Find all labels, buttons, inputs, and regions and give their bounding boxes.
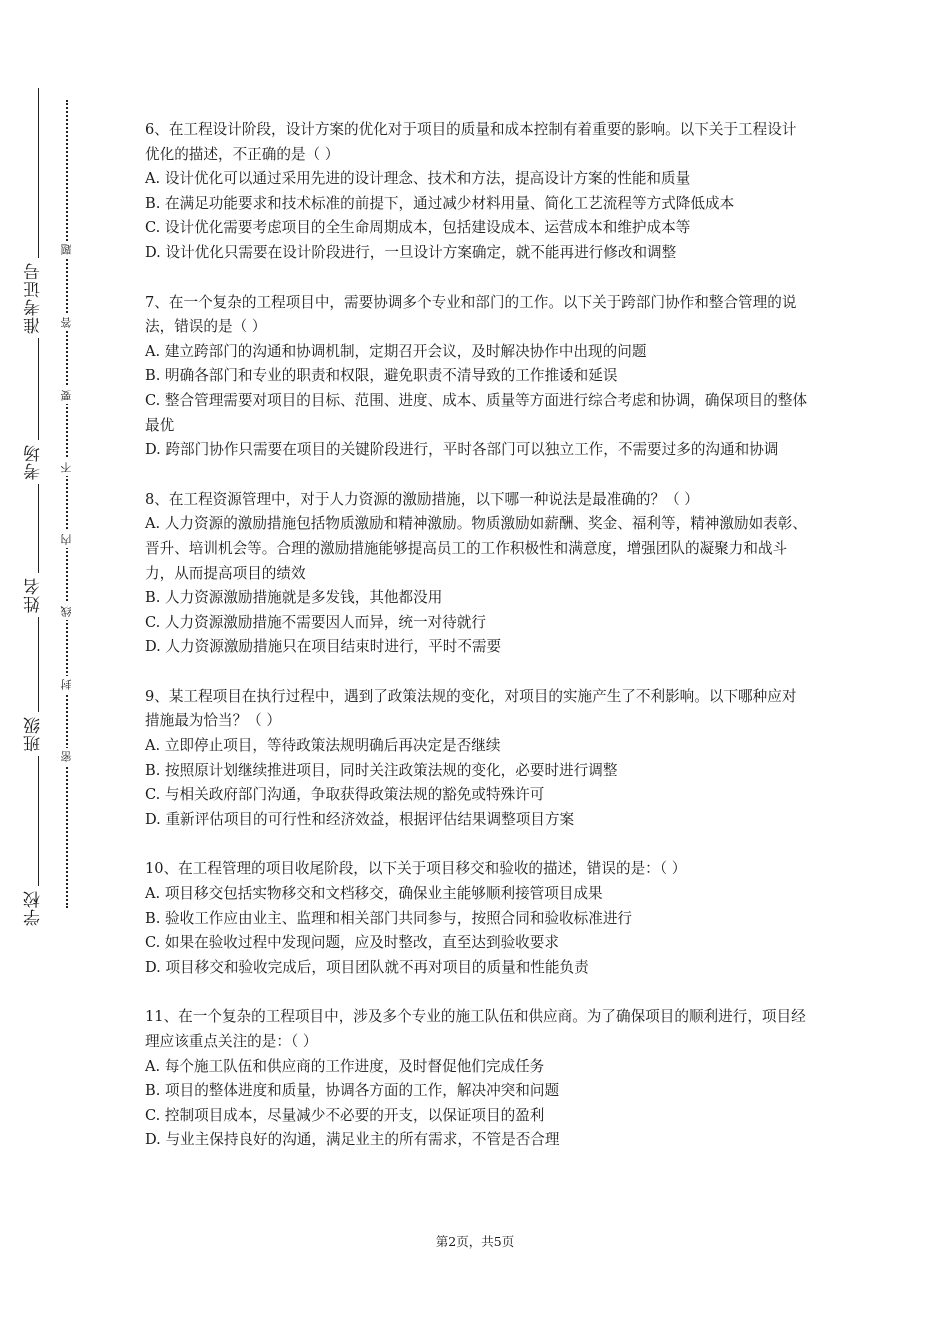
option-a: A. 每个施工队伍和供应商的工作进度，及时督促他们完成任务 (145, 1057, 545, 1075)
seal-char: 内 (61, 531, 72, 548)
option-d: D. 与业主保持良好的沟通，满足业主的所有需求，不管是否合理 (145, 1131, 560, 1149)
option-b: B. 按照原计划继续推进项目，同时关注政策法规的变化，必要时进行调整 (145, 761, 618, 779)
option-c: C. 与相关政府部门沟通，争取获得政策法规的豁免或特殊许可 (145, 786, 545, 804)
question-10 (145, 857, 810, 980)
field-class-label: 班级 (26, 712, 43, 756)
question-7 (145, 291, 810, 463)
seal-char: 封 (61, 676, 72, 693)
option-c: C. 整合管理需要对项目的目标、范围、进度、成本、质量等方面进行综合考虑和协调，确保项目的整体最优 (145, 391, 808, 434)
field-school-label: 学校 (26, 886, 43, 930)
field-name-label: 姓名 (26, 573, 43, 617)
option-c: C. 设计优化需要考虑项目的全生命周期成本，包括建设成本、运营成本和维护成本等 (145, 219, 691, 237)
option-c: C. 如果在验收过程中发现问题，应及时整改，直至达到验收要求 (145, 934, 559, 952)
binding-solid-line (38, 88, 39, 930)
question-list (145, 118, 810, 1178)
option-b: B. 项目的整体进度和质量，协调各方面的工作，解决冲突和问题 (145, 1082, 560, 1100)
option-d: D. 项目移交和验收完成后，项目团队就不再对项目的质量和性能负责 (145, 958, 589, 976)
option-d: D. 人力资源激励措施只在项目结束时进行，平时不需要 (145, 638, 502, 656)
binding-dotted-line (66, 100, 68, 908)
option-b: B. 在满足功能要求和技术标准的前提下，通过减少材料用量、简化工艺流程等方式降低成本 (145, 194, 735, 212)
seal-char: 答 (61, 314, 72, 331)
seal-char: 要 (61, 387, 72, 404)
field-exam-room-label: 考场 (26, 440, 43, 484)
seal-char: 不 (61, 459, 72, 476)
seal-char: 题 (61, 241, 72, 258)
option-a: A. 人力资源的激励措施包括物质激励和精神激励。物质激励如薪酬、奖金、福利等，精神激励如表彰、晋升、培训机会等。合理的激励措施能够提高员工的工作积极性和满意度，增强团队的凝聚力和战斗力，从而提高项目的绩效 (145, 515, 807, 582)
question-stem: 10、在工程管理的项目收尾阶段，以下关于项目移交和验收的描述，错误的是：（ ） (145, 860, 687, 878)
option-c: C. 控制项目成本，尽量减少不必要的开支，以保证项目的盈利 (145, 1106, 545, 1124)
option-a: A. 设计优化可以通过采用先进的设计理念、技术和方法，提高设计方案的性能和质量 (145, 170, 691, 188)
option-a: A. 建立跨部门的沟通和协调机制，定期召开会议，及时解决协作中出现的问题 (145, 342, 647, 360)
seal-char: 密 (61, 748, 72, 765)
option-d: D. 设计优化只需要在设计阶段进行，一旦设计方案确定，就不能再进行修改和调整 (145, 243, 677, 261)
question-stem: 9、某工程项目在执行过程中，遇到了政策法规的变化，对项目的实施产生了不利影响。以下哪种应对措施最为恰当？（ ） (145, 687, 797, 730)
question-stem: 6、在工程设计阶段，设计方案的优化对于项目的质量和成本控制有着重要的影响。以下关于工程设计优化的描述，不正确的是（ ） (145, 121, 797, 163)
page-number: 第2页，共5页 (435, 1234, 515, 1249)
option-a: A. 立即停止项目，等待政策法规明确后再决定是否继续 (145, 737, 501, 755)
question-9 (145, 685, 810, 833)
question-stem: 7、在一个复杂的工程项目中，需要协调多个专业和部门的工作。以下关于跨部门协作和整合管理的说法，错误的是（ ） (145, 293, 797, 336)
question-8 (145, 488, 810, 660)
seal-char: 线 (61, 603, 72, 620)
question-11 (145, 1005, 810, 1153)
option-a: A. 项目移交包括实物移交和文档移交，确保业主能够顺利接管项目成果 (145, 885, 603, 903)
option-d: D. 跨部门协作只需要在项目的关键阶段进行，平时各部门可以独立工作，不需要过多的沟通和协调 (145, 441, 779, 459)
question-stem: 8、在工程资源管理中，对于人力资源的激励措施，以下哪一种说法是最准确的？（ ） (145, 490, 699, 508)
option-d: D. 重新评估项目的可行性和经济效益，根据评估结果调整项目方案 (145, 810, 575, 828)
question-6 (145, 118, 810, 266)
field-exam-number-label: 准考证号 (26, 258, 43, 338)
option-b: B. 人力资源激励措施就是多发钱，其他都没用 (145, 589, 443, 607)
question-stem: 11、在一个复杂的工程项目中，涉及多个专业的施工队伍和供应商。为了确保项目的顺利进行，项目经理应该重点关注的是：（ ） (145, 1008, 806, 1050)
option-b: B. 验收工作应由业主、监理和相关部门共同参与，按照合同和验收标准进行 (145, 909, 633, 927)
option-c: C. 人力资源激励措施不需要因人而异，统一对待就行 (145, 613, 486, 631)
option-b: B. 明确各部门和专业的职责和权限，避免职责不清导致的工作推诿和延误 (145, 367, 618, 385)
